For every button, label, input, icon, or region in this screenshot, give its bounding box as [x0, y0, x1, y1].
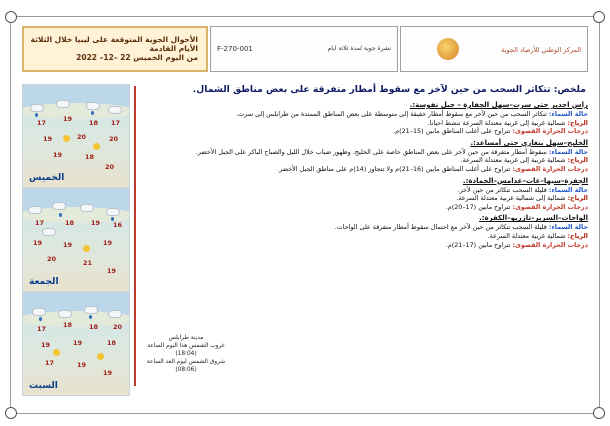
temp-value: 16: [113, 221, 123, 229]
temp-label: درجات الحرارة القصوى:: [512, 164, 588, 173]
temp-value: 18: [85, 153, 95, 161]
wind-label: الرياح:: [567, 118, 588, 127]
rain-icon: [39, 317, 42, 321]
city-name: مدينة طرابلس: [168, 335, 204, 341]
region-block: [136, 177, 588, 212]
temp-label: درجات الحرارة القصوى:: [512, 202, 588, 211]
sky-text: سقوط أمطار متفرقة من حين لآخر على بعض المناطق خاصة على الخليج، وظهور ضباب خلال الليل والصباح الباكر على الجبل الأخضر.: [195, 147, 547, 156]
temp-value: 20: [113, 323, 123, 331]
temp-value: 19: [63, 115, 73, 123]
cloud-icon: [57, 101, 69, 107]
region-title: الخليج–سهل بنغازي حتى أمساعد:.: [470, 138, 588, 147]
temp-value: 19: [107, 267, 117, 275]
center-name: المركز الوطني للأرصاد الجوية: [501, 46, 581, 54]
temp-value: 18: [65, 219, 75, 227]
cloud-icon: [29, 207, 41, 213]
doc-code: F-270-001: [217, 45, 253, 53]
wind-label: الرياح:: [567, 156, 588, 165]
sunrise-time: شروق الشمس ليوم الغد الساعة (08:06): [146, 359, 226, 373]
temp-label: درجات الحرارة القصوى:: [512, 127, 588, 136]
temp-value: 18: [107, 339, 117, 347]
doc-type: نشرة جوية لمدة ثلاثة ايام: [327, 45, 391, 52]
temp-text: تتراوح على أغلب المناطق مابين (15–21)م.: [393, 127, 511, 136]
temp-text: تتراوح مابين (17–21)م.: [445, 240, 511, 249]
header-date: من اليوم الخميس 22 –12– 2022: [76, 53, 198, 62]
temp-text: تتراوح على أغلب المناطق مابين (16–21)م ولا تتجاوز (14)م على مناطق الجبل الأخضر.: [277, 164, 511, 173]
region-title: الجفرة–سبها–غات–غدامس–الحمادة:.: [462, 176, 588, 185]
cloud-icon: [85, 307, 97, 313]
temp-value: 17: [111, 119, 121, 127]
temp-value: 20: [47, 255, 57, 263]
sky-label: حالة السماء:: [548, 185, 588, 194]
temp-value: 18: [89, 323, 99, 331]
sky-text: تتكاثر السحب من حين لآخر مع سقوط أمطار خفيفة إلى متوسطة على بعض المناطق الممتدة من طرابلس إلى سرت.: [236, 110, 547, 118]
sun-icon: [63, 135, 70, 142]
rain-icon: [91, 111, 94, 115]
sky-label: حالة السماء:: [548, 110, 588, 118]
sun-icon: [93, 143, 100, 150]
wind-text: شمالية غربية معتدلة السرعة.: [487, 231, 566, 240]
rain-icon: [35, 113, 38, 117]
forecast-maps: [22, 84, 128, 396]
sky-text: قليلة السحب تتكاثر من حين لآخر.: [457, 185, 547, 194]
region-block: [136, 139, 588, 174]
temp-value: 21: [83, 259, 93, 267]
sky-label: حالة السماء:: [548, 223, 588, 232]
header-title: الأحوال الجوية المتوقعة على ليبيا خلال الثلاثة الأيام القادمة: [30, 35, 198, 53]
wind-text: شمالية إلى شمالية غربية معتدلة السرعة.: [456, 194, 566, 203]
title-box: [22, 26, 208, 72]
forecast-summary: ملخص: تتكاثر السحب من حين لآخر مع سقوط أمطار متفرقة على بعض مناطق الشمال.: [192, 84, 586, 95]
sky-label: حالة السماء:: [548, 147, 588, 156]
cloud-icon: [87, 103, 99, 109]
wind-label: الرياح:: [567, 194, 588, 203]
cloud-icon: [109, 107, 121, 113]
temp-value: 17: [37, 119, 47, 127]
doc-info-box: [210, 26, 398, 72]
met-center-logo: [437, 38, 459, 60]
temp-value: 19: [43, 135, 53, 143]
map-day-label: الخميس: [29, 173, 65, 183]
sun-icon: [83, 245, 90, 252]
cloud-icon: [53, 203, 65, 209]
region-title: راس اجدير حتى سرت–سهل الجفارة – جبل نفوسة:.: [409, 101, 588, 109]
temp-value: 19: [53, 151, 63, 159]
map-day-label: الجمعة: [29, 277, 59, 287]
city-sun-times: [136, 334, 236, 374]
temp-value: 19: [63, 241, 73, 249]
cloud-icon: [31, 105, 43, 111]
sky-text: قليلة السحب تتكاثر من حين لآخر مع احتمال سقوط أمطار متفرقة على الواحات.: [334, 223, 547, 232]
rain-icon: [59, 213, 62, 217]
map-day-label: السبت: [29, 381, 58, 391]
temp-value: 17: [45, 359, 55, 367]
frame-corner: [593, 407, 605, 419]
cloud-icon: [81, 205, 93, 211]
wind-text: شمالية غربية إلى غربية معتدلة السرعة.: [460, 156, 566, 165]
center-logo-box: [400, 26, 588, 72]
cloud-icon: [33, 309, 45, 315]
sunset-time: غروب الشمس هذا اليوم الساعة (18:04): [147, 343, 225, 357]
frame-corner: [593, 11, 605, 23]
cloud-icon: [109, 311, 121, 317]
temp-value: 19: [103, 239, 113, 247]
sun-icon: [97, 353, 104, 360]
map-day-2: [22, 188, 130, 292]
wind-text: شمالية غربية إلى غربية معتدلة السرعة تنشط احيانا.: [427, 118, 566, 127]
temp-value: 19: [73, 339, 83, 347]
region-block: [136, 214, 588, 249]
frame-corner: [5, 11, 17, 23]
temp-value: 17: [35, 219, 45, 227]
temp-value: 19: [41, 341, 51, 349]
temp-value: 17: [37, 325, 47, 333]
temp-value: 19: [103, 369, 113, 377]
sun-icon: [53, 349, 60, 356]
region-block: [136, 101, 588, 136]
temp-value: 20: [109, 135, 119, 143]
frame-corner: [5, 407, 17, 419]
temp-label: درجات الحرارة القصوى:: [512, 240, 588, 249]
temp-value: 19: [33, 239, 43, 247]
cloud-icon: [107, 209, 119, 215]
map-day-1: [22, 84, 130, 188]
bulletin-header: [22, 26, 588, 74]
temp-value: 18: [63, 321, 73, 329]
temp-value: 19: [91, 219, 101, 227]
cloud-icon: [59, 311, 71, 317]
wind-label: الرياح:: [567, 231, 588, 240]
cloud-icon: [43, 229, 55, 235]
temp-value: 20: [105, 163, 115, 171]
temp-value: 19: [77, 361, 87, 369]
region-title: الواحات–السرير–تازربو–الكفرة:.: [479, 214, 588, 223]
temp-value: 18: [89, 119, 99, 127]
temp-text: تتراوح مابين (17–20)م.: [445, 202, 511, 211]
map-day-3: [22, 292, 130, 396]
rain-icon: [89, 315, 92, 319]
temp-value: 20: [77, 133, 87, 141]
